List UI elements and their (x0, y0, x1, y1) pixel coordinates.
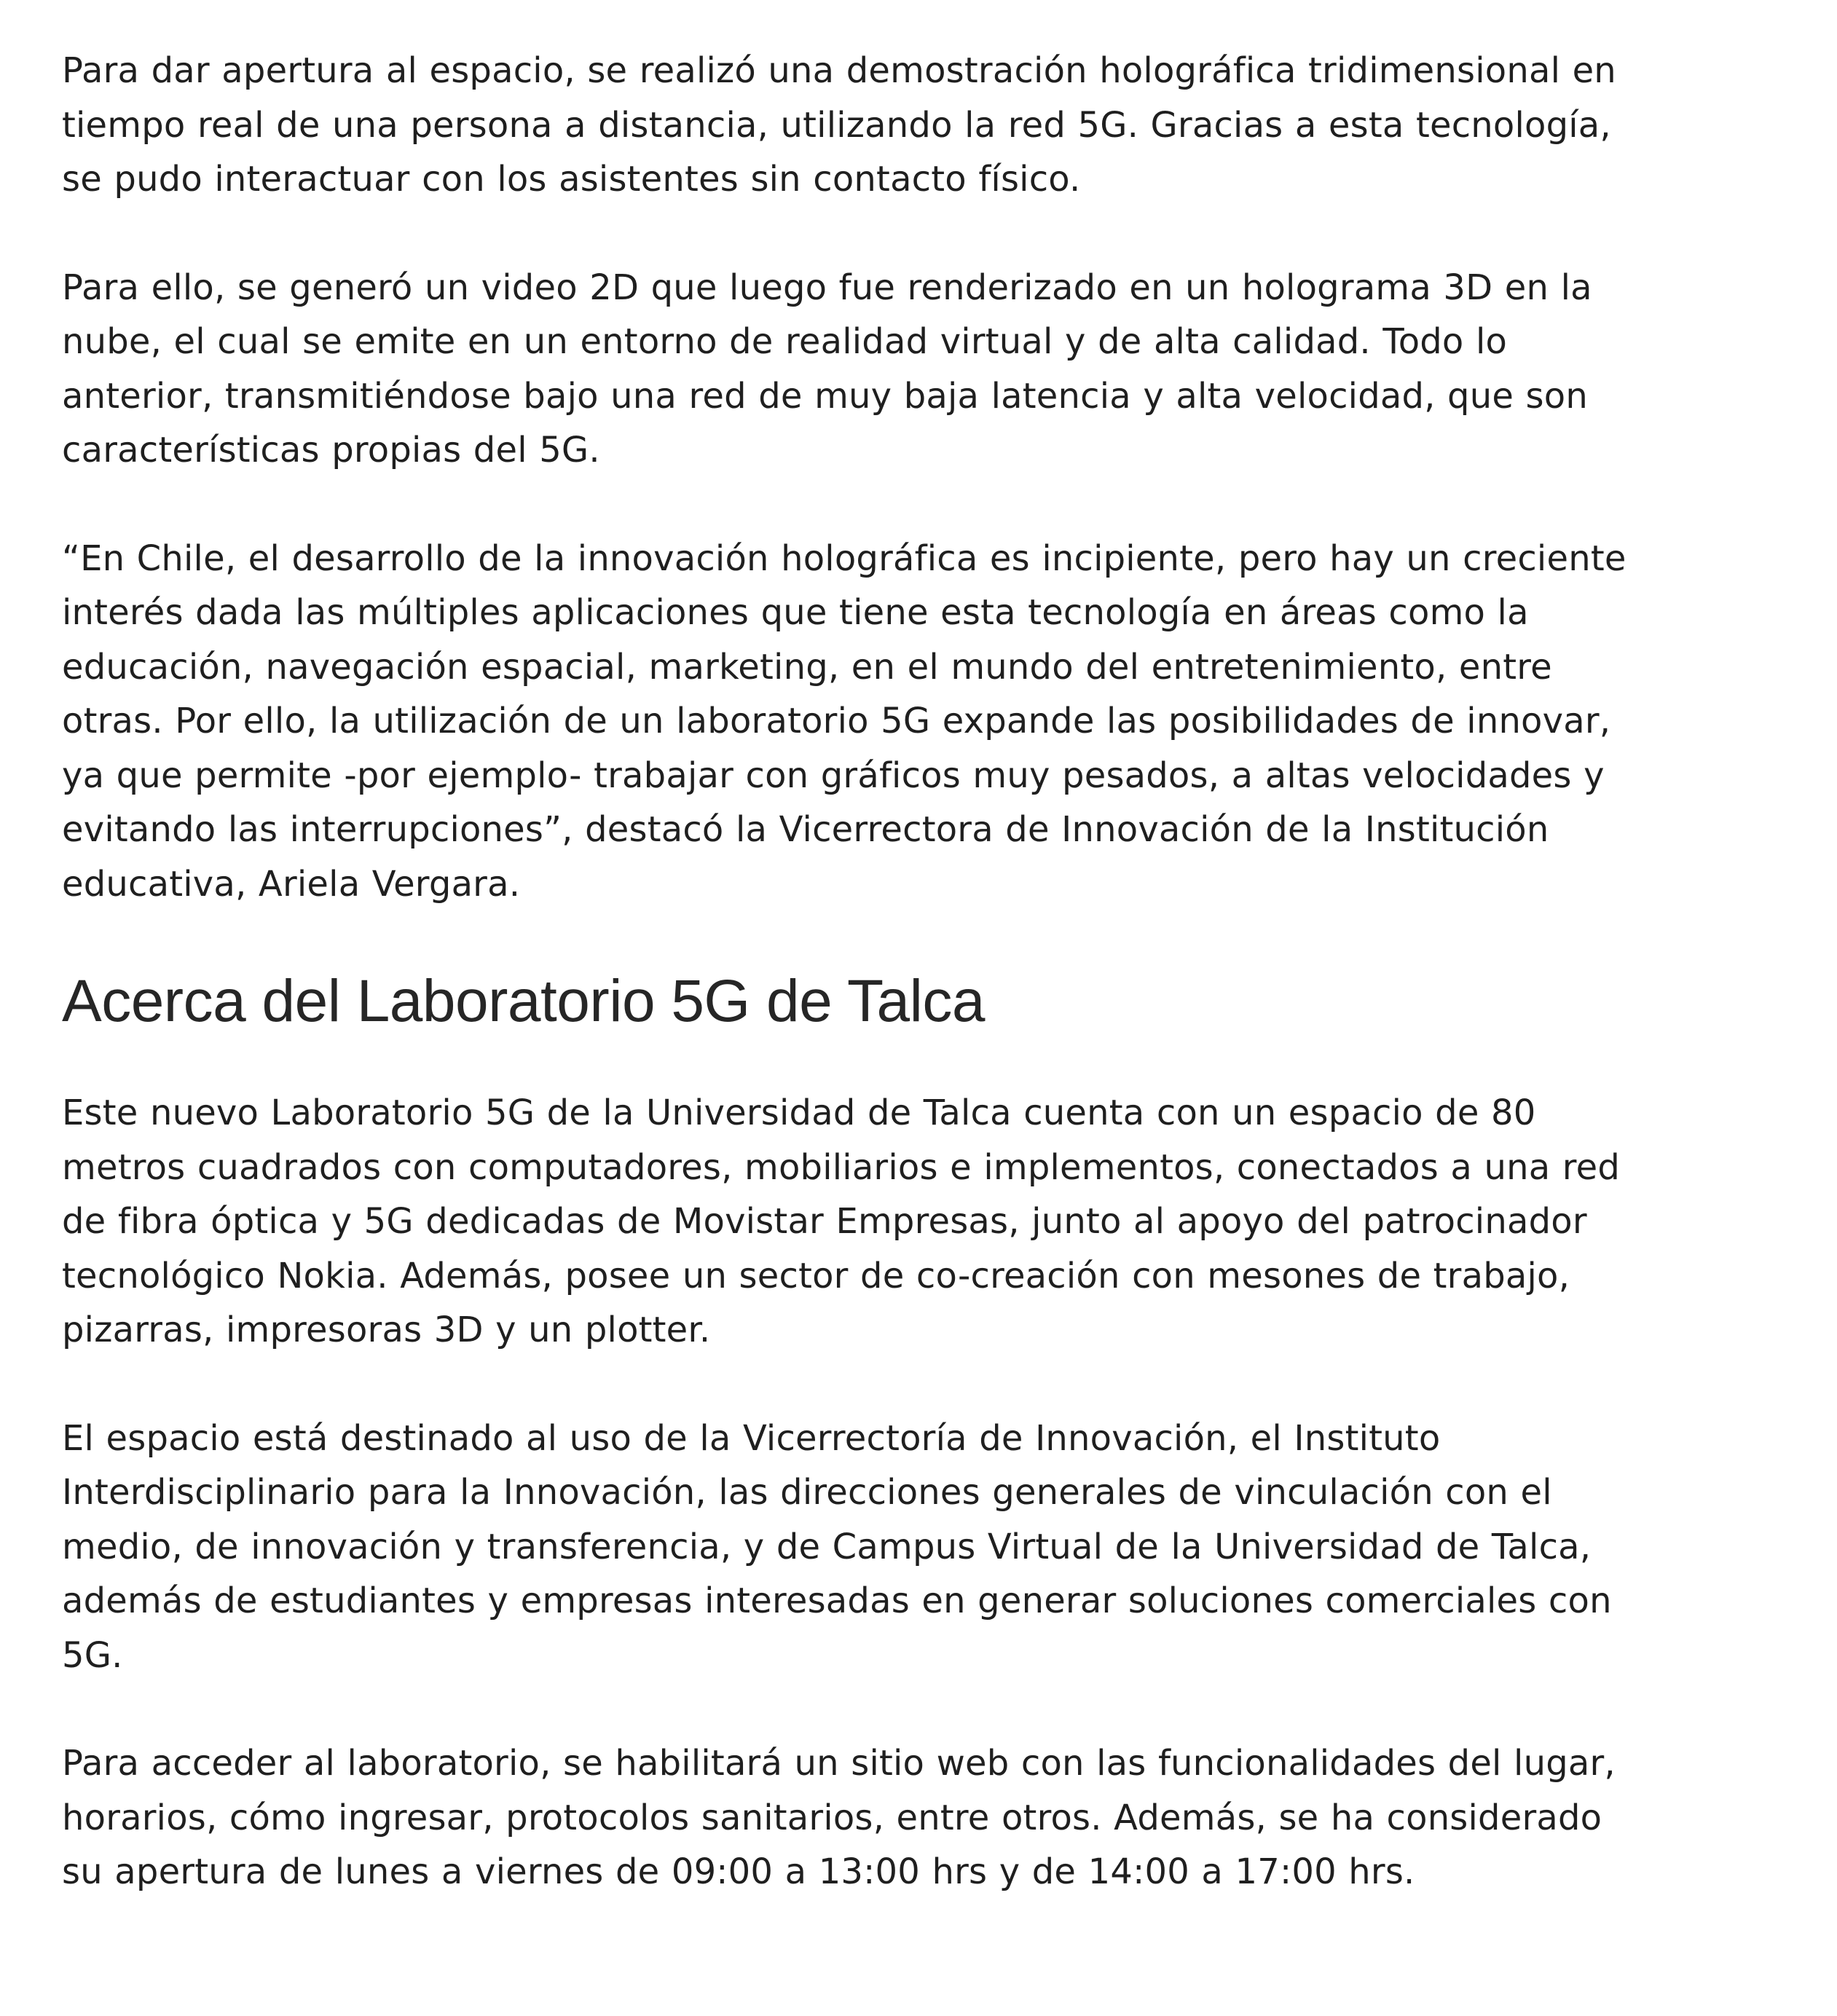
text-line: metros cuadrados con computadores, mobiliarios e implementos, conectados a una red (62, 1146, 1621, 1188)
paragraph-spacer (62, 207, 1694, 261)
text-line: su apertura de lunes a viernes de 09:00 a 13:00 hrs y de 14:00 a 17:00 hrs. (62, 1851, 1415, 1892)
text-line: horarios, cómo ingresar, protocolos sanitarios, entre otros. Además, se ha considerado (62, 1797, 1602, 1838)
text-line: tiempo real de una persona a distancia, utilizando la red 5G. Gracias a esta tecnología, (62, 104, 1611, 146)
text-line: educativa, Ariela Vergara. (62, 863, 521, 905)
text-line: Interdisciplinario para la Innovación, las direcciones generales de vinculación con el (62, 1472, 1552, 1513)
text-line: Este nuevo Laboratorio 5G de la Universidad de Talca cuenta con un espacio de 80 (62, 1092, 1536, 1133)
paragraph-rendering (62, 261, 1694, 478)
paragraph-spacer (62, 1682, 1694, 1736)
paragraph-spacer (62, 478, 1694, 532)
text-line: educación, navegación espacial, marketing, en el mundo del entretenimiento, entre (62, 646, 1552, 688)
section-spacer (62, 911, 1694, 965)
text-line: nube, el cual se emite en un entorno de realidad virtual y de alta calidad. Todo lo (62, 321, 1508, 362)
paragraph-spacer (62, 1358, 1694, 1411)
paragraph-lab-description (62, 1086, 1694, 1358)
text-line: interés dada las múltiples aplicaciones que tiene esta tecnología en áreas como la (62, 592, 1529, 633)
paragraph-quote (62, 532, 1694, 912)
text-line: características propias del 5G. (62, 430, 600, 470)
text-line: evitando las interrupciones”, destacó la Vicerrectora de Innovación de la Institución (62, 809, 1549, 850)
text-line: tecnológico Nokia. Además, posee un sector de co-creación con mesones de trabajo, (62, 1255, 1570, 1296)
text-line: se pudo interactuar con los asistentes sin contacto físico. (62, 159, 1081, 200)
text-line: además de estudiantes y empresas interesadas en generar soluciones comerciales con (62, 1580, 1612, 1621)
paragraph-lab-users (62, 1411, 1694, 1683)
text-line: anterior, transmitiéndose bajo una red de muy baja latencia y alta velocidad, que son (62, 375, 1588, 417)
text-line: Para ello, se generó un video 2D que luego fue renderizado en un holograma 3D en la (62, 267, 1592, 308)
text-line: pizarras, impresoras 3D y un plotter. (62, 1310, 711, 1350)
article-body (62, 44, 1694, 1899)
text-line: 5G. (62, 1634, 123, 1676)
text-line: El espacio está destinado al uso de la Vicerrectoría de Innovación, el Instituto (62, 1417, 1441, 1459)
paragraph-lab-access (62, 1736, 1694, 1899)
paragraph-hologram-demo (62, 44, 1694, 207)
text-line: ya que permite -por ejemplo- trabajar con gráficos muy pesados, a altas velocidades y (62, 755, 1605, 796)
section-spacer (62, 1038, 1694, 1086)
text-line: “En Chile, el desarrollo de la innovación holográfica es incipiente, pero hay un creciente (62, 538, 1626, 579)
text-line: Para dar apertura al espacio, se realizó una demostración holográfica tridimensional en (62, 50, 1616, 91)
text-line: otras. Por ello, la utilización de un laboratorio 5G expande las posibilidades de innovar, (62, 701, 1611, 741)
text-line: Para acceder al laboratorio, se habilitará un sitio web con las funcionalidades del lugar, (62, 1743, 1616, 1784)
text-line: de fibra óptica y 5G dedicadas de Movistar Empresas, junto al apoyo del patrocinador (62, 1201, 1587, 1242)
section-heading: Acerca del Laboratorio 5G de Talca (62, 968, 985, 1034)
text-line: medio, de innovación y transferencia, y de Campus Virtual de la Universidad de Talca, (62, 1526, 1592, 1567)
